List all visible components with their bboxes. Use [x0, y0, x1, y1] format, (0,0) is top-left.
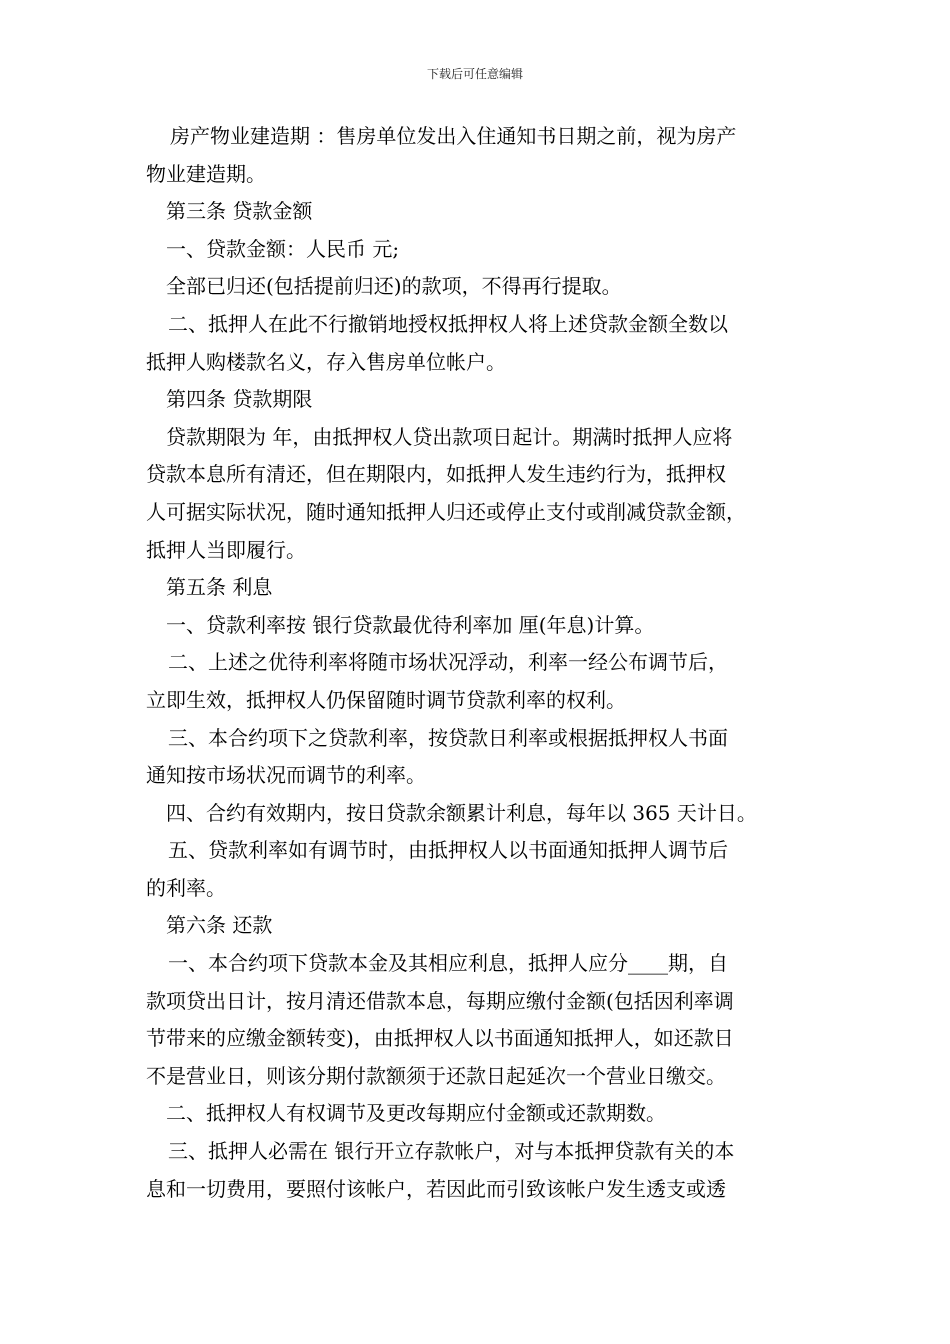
text-line: 抵押人购楼款名义，存入售房单位帐户。: [146, 349, 506, 374]
paragraph: [146, 306, 810, 381]
paragraph: [146, 569, 810, 607]
text-line: 二、上述之优待利率将随市场状况浮动，利率一经公布调节后，: [168, 650, 728, 675]
text-line: 款项贷出日计，按月清还借款本息，每期应缴付金额(包括因利率调: [146, 988, 734, 1013]
text-line: 五、贷款利率如有调节时，由抵押权人以书面通知抵押人调节后: [168, 838, 728, 863]
text-line: 息和一切费用，要照付该帐户，若因此而引致该帐户发生透支或透: [146, 1176, 726, 1201]
paragraph: [146, 907, 810, 945]
text-line: 贷款期限为 年，由抵押权人贷出款项日起计。期满时抵押人应将: [166, 424, 733, 449]
paragraph: [146, 945, 810, 1095]
paragraph: [146, 720, 810, 795]
text-line: 三、抵押人必需在 银行开立存款帐户，对与本抵押贷款有关的本: [168, 1139, 735, 1164]
paragraph: [146, 1095, 810, 1133]
page-header: 下载后可任意编辑: [426, 67, 523, 81]
text-line: 物业建造期。: [146, 161, 266, 186]
text-line: 房产物业建造期 ：售房单位发出入住通知书日期之前，视为房产: [170, 124, 737, 148]
paragraph: [146, 607, 810, 645]
document-body: [146, 118, 810, 1208]
paragraph: [146, 231, 810, 269]
text-line: 全部已归还(包括提前归还)的款项，不得再行提取。: [166, 274, 622, 299]
text-line: 第五条 利息: [166, 575, 273, 600]
text-line: 贷款本息所有清还，但在期限内，如抵押人发生违约行为，抵押权: [146, 462, 726, 487]
paragraph: [146, 118, 810, 193]
text-line: 通知按市场状况而调节的利率。: [146, 763, 426, 788]
text-line: 第六条 还款: [166, 913, 273, 938]
text-line: 的利率。: [146, 875, 226, 900]
paragraph: [146, 268, 810, 306]
text-line: 二、抵押权人有权调节及更改每期应付金额或还款期数。: [166, 1101, 666, 1126]
paragraph: [146, 193, 810, 231]
text-line: 第三条 贷款金额: [166, 199, 313, 224]
paragraph: [146, 419, 810, 569]
text-line: 一、贷款金额：人民币 元;: [166, 236, 400, 261]
text-line: 四、合约有效期内，按日贷款余额累计利息，每年以 365 天计日。: [166, 800, 757, 825]
text-line: 一、本合约项下贷款本金及其相应利息，抵押人应分____期，自: [168, 951, 728, 976]
text-line: 立即生效，抵押权人仍保留随时调节贷款利率的权利。: [146, 687, 626, 712]
paragraph: [146, 381, 810, 419]
paragraph: [146, 795, 810, 833]
text-line: 二、抵押人在此不行撤销地授权抵押权人将上述贷款金额全数以: [168, 311, 728, 336]
paragraph: [146, 644, 810, 719]
text-line: 人可据实际状况，随时通知抵押人归还或停止支付或削减贷款金额，: [146, 499, 746, 524]
paragraph: [146, 832, 810, 907]
text-line: 节带来的应缴金额转变)，由抵押权人以书面通知抵押人，如还款日: [146, 1026, 734, 1051]
text-line: 不是营业日，则该分期付款额须于还款日起延次一个营业日缴交。: [146, 1063, 726, 1088]
paragraph: [146, 1133, 810, 1208]
text-line: 一、贷款利率按 银行贷款最优待利率加 厘(年息)计算。: [166, 612, 655, 637]
text-line: 第四条 贷款期限: [166, 387, 313, 412]
text-line: 三、本合约项下之贷款利率，按贷款日利率或根据抵押权人书面: [168, 725, 728, 750]
text-line: 抵押人当即履行。: [146, 537, 306, 562]
